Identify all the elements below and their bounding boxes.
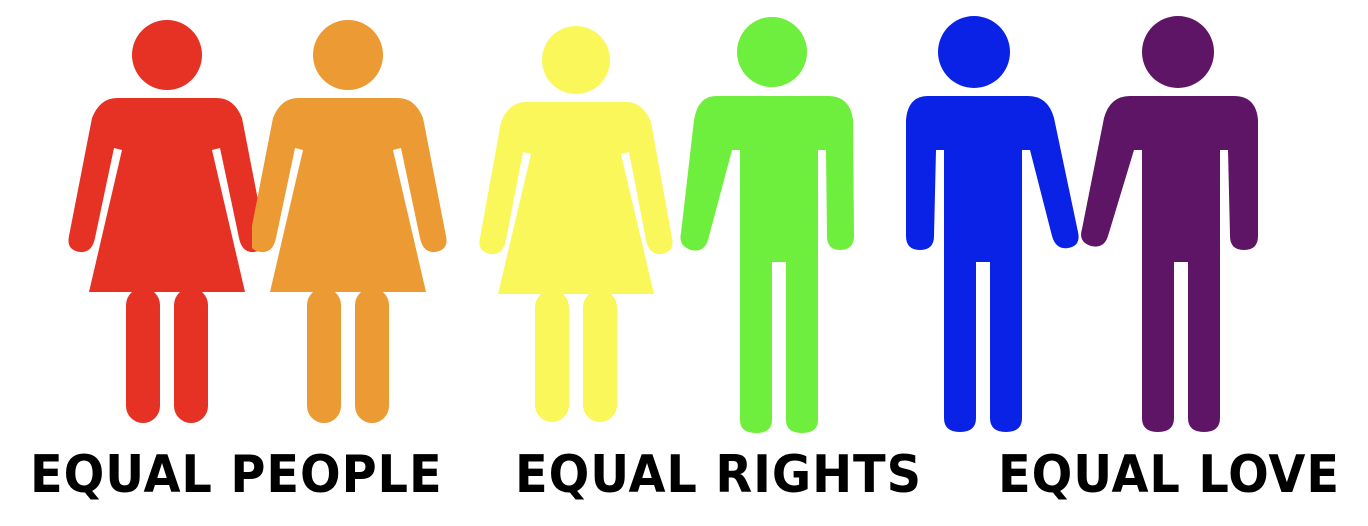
man-figure-green xyxy=(668,0,868,440)
man-icon xyxy=(906,16,1079,432)
man-icon xyxy=(1081,16,1258,432)
man-icon xyxy=(680,17,854,433)
man-figure-purple xyxy=(1070,0,1270,440)
caption-equal-rights: EQUAL RIGHTS xyxy=(515,445,922,505)
woman-figure-red xyxy=(62,0,262,440)
woman-icon xyxy=(479,26,672,422)
caption-equal-love: EQUAL LOVE xyxy=(998,445,1340,505)
woman-figure-orange xyxy=(252,0,452,440)
man-figure-blue xyxy=(888,0,1088,440)
woman-figure-yellow xyxy=(478,0,678,440)
caption-equal-people: EQUAL PEOPLE xyxy=(30,445,443,505)
woman-icon xyxy=(68,20,262,423)
woman-icon xyxy=(252,20,447,423)
